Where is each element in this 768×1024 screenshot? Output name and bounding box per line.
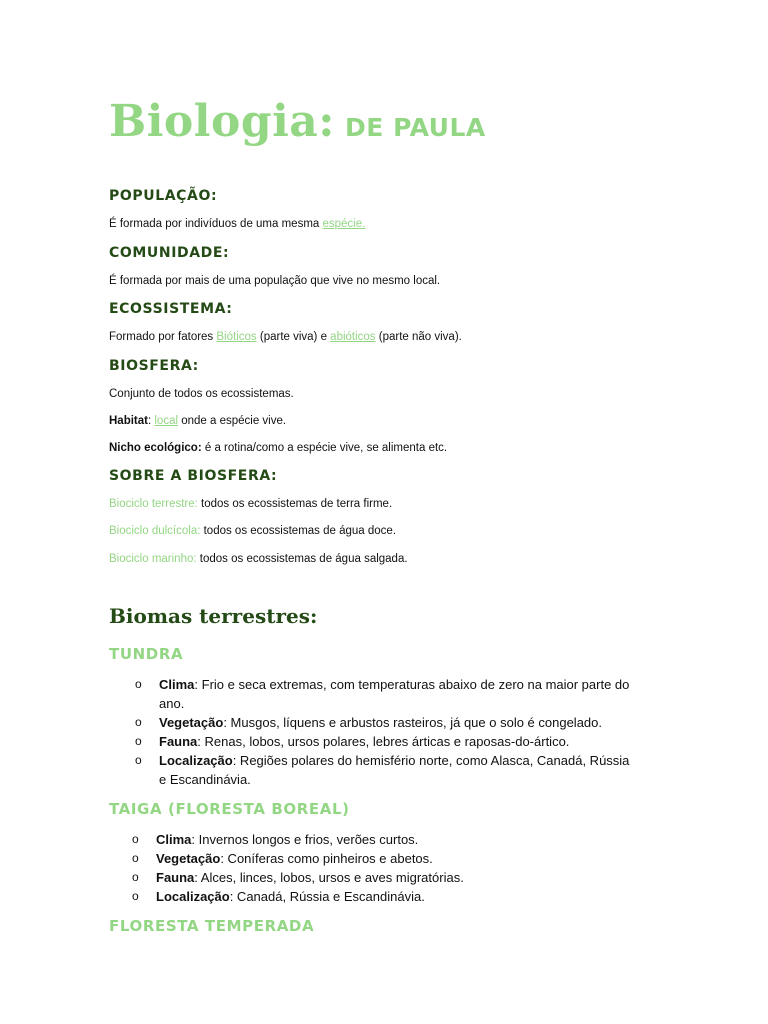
list-item: [135, 732, 669, 751]
bullet-icon: o: [132, 832, 139, 846]
item-text: : Frio e seca extremas, com temperaturas abaixo de zero na maior parte do: [194, 677, 630, 692]
biociclo-label: Biociclo dulcícola:: [109, 525, 201, 537]
habitat-text: [109, 415, 286, 427]
link-abioticos[interactable]: abióticos: [330, 331, 376, 343]
item-label: Localização: [156, 889, 230, 904]
heading-tundra: TUNDRA: [109, 645, 184, 663]
biociclo-text: todos os ecossistemas de água salgada.: [196, 553, 408, 565]
habitat-body: onde a espécie vive.: [178, 415, 287, 427]
bullet-icon: o: [135, 734, 142, 748]
heading-populacao: POPULAÇÃO:: [109, 188, 218, 204]
heading-comunidade: COMUNIDADE:: [109, 245, 230, 261]
bullet-icon: o: [135, 715, 142, 729]
item-text: : Invernos longos e frios, verões curtos.: [191, 832, 419, 847]
item-label: Clima: [156, 832, 192, 847]
taiga-list: [132, 830, 666, 906]
heading-sobre-biosfera: SOBRE A BIOSFERA:: [109, 468, 278, 484]
comunidade-text: É formada por mais de uma população que vive no mesmo local.: [109, 275, 441, 287]
item-label: Fauna: [156, 870, 195, 885]
list-item: [132, 830, 666, 849]
item-text: : Canadá, Rússia e Escandinávia.: [229, 889, 425, 904]
list-item: [135, 713, 669, 732]
item-label: Vegetação: [159, 715, 224, 730]
item-text-cont: e Escandinávia.: [159, 772, 251, 787]
heading-ecossistema: ECOSSISTEMA:: [109, 301, 233, 317]
heading-biomas-terrestres: Biomas terrestres:: [109, 604, 318, 628]
link-local[interactable]: local: [154, 415, 179, 427]
populacao-text: [109, 218, 365, 230]
link-especie[interactable]: espécie.: [322, 218, 366, 230]
habitat-colon: :: [147, 415, 155, 427]
item-label: Vegetação: [156, 851, 221, 866]
item-label: Localização: [159, 753, 233, 768]
tundra-list: [135, 675, 669, 789]
item-text: : Coníferas como pinheiros e abetos.: [220, 851, 433, 866]
nicho-label: Nicho ecológico:: [109, 442, 202, 454]
biociclo-text: todos os ecossistemas de terra firme.: [197, 498, 393, 510]
nicho-text: [109, 442, 447, 454]
biosfera-text: Conjunto de todos os ecossistemas.: [109, 388, 294, 400]
list-item: [135, 751, 669, 789]
heading-taiga: TAIGA (FLORESTA BOREAL): [109, 800, 350, 818]
list-item: [132, 849, 666, 868]
item-label: Clima: [159, 677, 195, 692]
bullet-icon: o: [132, 851, 139, 865]
habitat-label: Habitat: [109, 415, 148, 427]
ecossistema-text: [109, 331, 462, 343]
biociclo-marinho: [109, 553, 408, 565]
bullet-icon: o: [132, 889, 139, 903]
page-title: [109, 96, 486, 147]
heading-floresta-temperada: FLORESTA TEMPERADA: [109, 917, 315, 935]
list-item: [132, 868, 666, 887]
bullet-icon: o: [132, 870, 139, 884]
item-label: Fauna: [159, 734, 198, 749]
item-text: : Alces, linces, lobos, ursos e aves migratórias.: [194, 870, 464, 885]
item-text: : Musgos, líquens e arbustos rasteiros, já que o solo é congelado.: [223, 715, 602, 730]
bullet-icon: o: [135, 753, 142, 767]
biociclo-label: Biociclo terrestre:: [109, 498, 198, 510]
title-main: Biologia:: [109, 96, 336, 147]
item-text-cont: ano.: [159, 696, 185, 711]
heading-biosfera: BIOSFERA:: [109, 358, 199, 374]
biociclo-text: todos os ecossistemas de água doce.: [200, 525, 397, 537]
item-text: : Regiões polares do hemisfério norte, como Alasca, Canadá, Rússia: [232, 753, 630, 768]
ecossistema-mid: (parte viva) e: [256, 331, 331, 343]
biociclo-terrestre: [109, 498, 392, 510]
list-item: [132, 887, 666, 906]
biociclo-label: Biociclo marinho:: [109, 553, 197, 565]
nicho-body: é a rotina/como a espécie vive, se alimenta etc.: [201, 442, 448, 454]
biociclo-dulcicola: [109, 525, 396, 537]
bullet-icon: o: [135, 677, 142, 691]
link-bioticos[interactable]: Bióticos: [216, 331, 257, 343]
list-item: [135, 675, 669, 713]
item-text: : Renas, lobos, ursos polares, lebres árticas e raposas-do-ártico.: [197, 734, 570, 749]
ecossistema-post: (parte não viva).: [375, 331, 462, 343]
title-subtitle: DE PAULA: [345, 113, 486, 142]
ecossistema-pre: Formado por fatores: [109, 331, 217, 343]
populacao-body: É formada por indivíduos de uma mesma: [109, 218, 323, 230]
